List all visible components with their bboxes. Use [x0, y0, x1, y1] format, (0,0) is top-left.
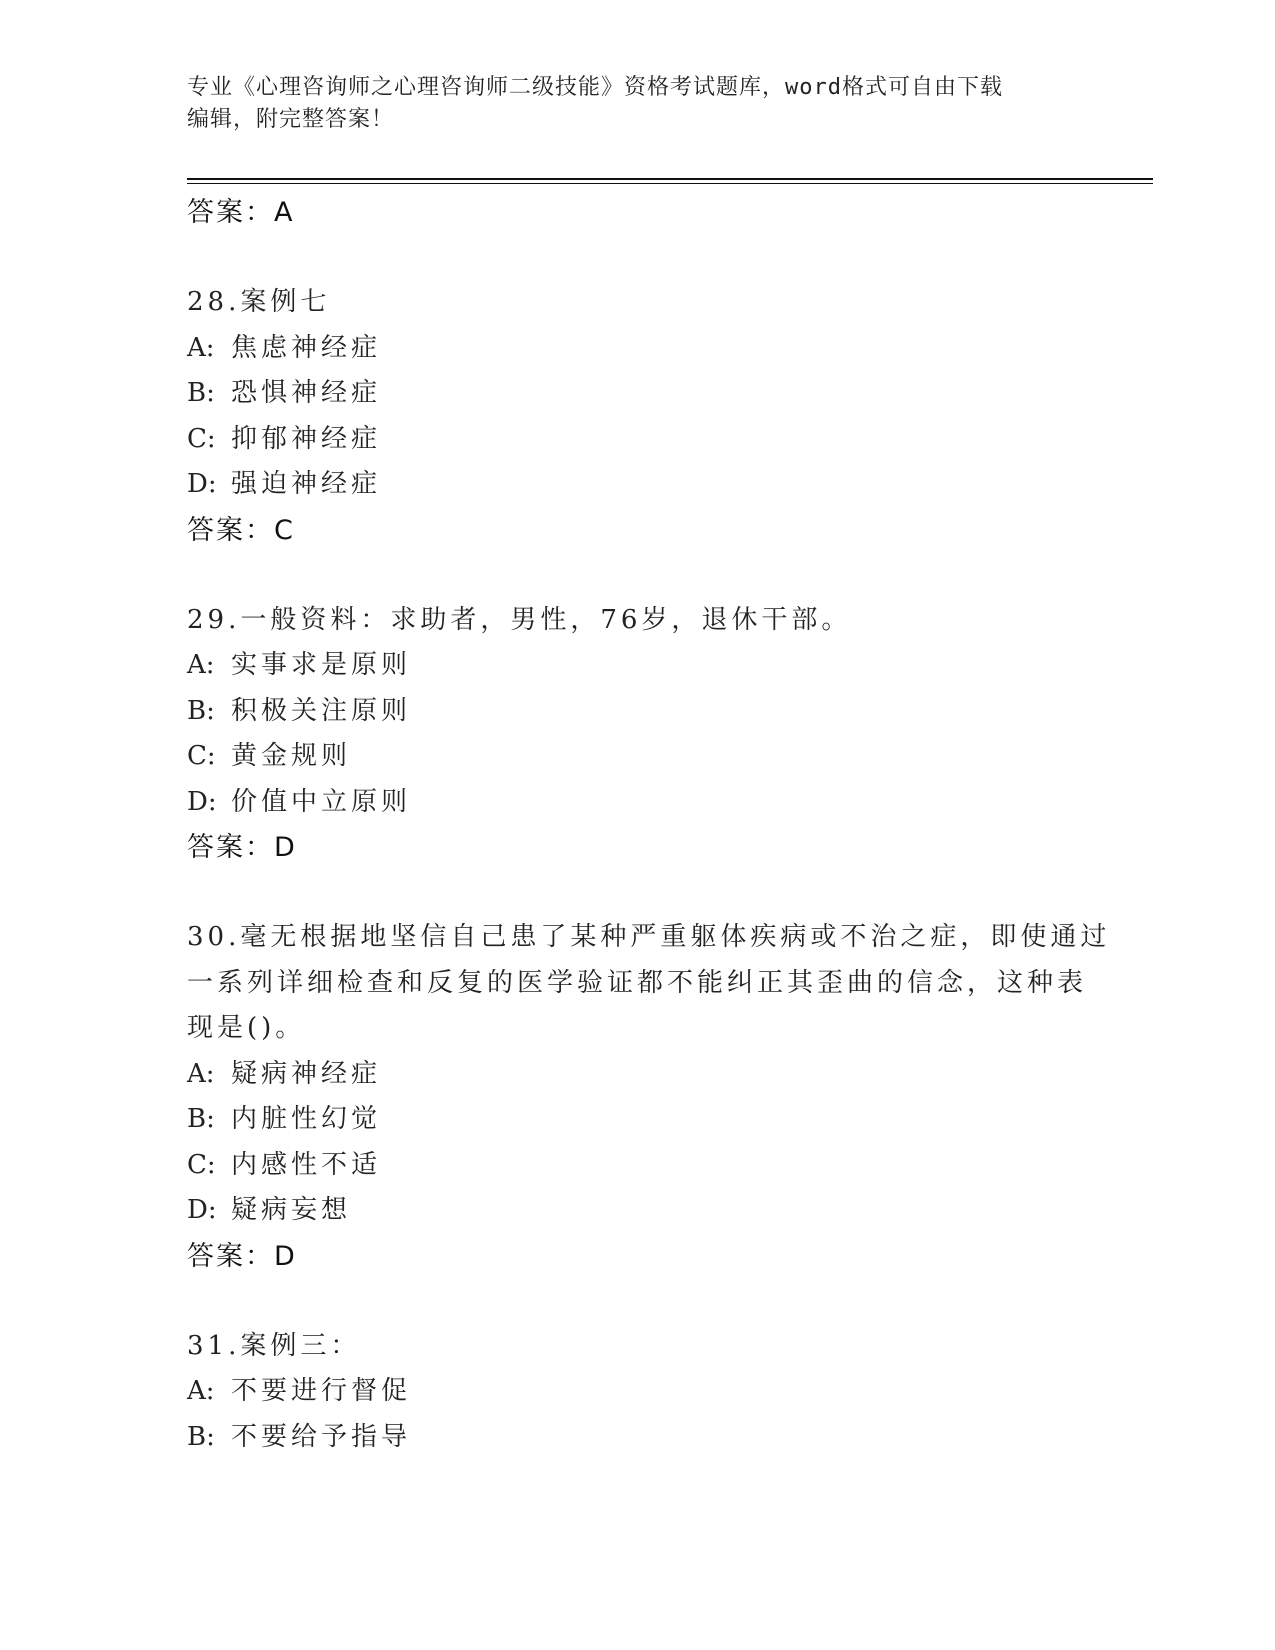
option-text: 疑病神经症 — [231, 1058, 382, 1089]
option-c — [187, 734, 1087, 780]
header-rule-thin — [187, 183, 1153, 184]
option-letter: B: — [187, 695, 215, 726]
option-a — [187, 326, 1087, 372]
spacer — [187, 553, 1087, 598]
question-item — [187, 598, 1087, 871]
option-letter: A: — [187, 1376, 215, 1406]
option-letter: D: — [187, 1195, 217, 1225]
option-text: 积极关注原则 — [231, 695, 412, 726]
option-a — [187, 1369, 1087, 1415]
option-letter: C: — [187, 741, 216, 771]
option-text: 内脏性幻觉 — [231, 1104, 382, 1134]
option-b — [187, 371, 1087, 417]
question-text: 一系列详细检查和反复的医学验证都不能纠正其歪曲的信念，这种表 — [187, 967, 1088, 998]
option-a — [187, 1052, 1087, 1098]
option-letter: D: — [187, 469, 217, 499]
question-text: 31.案例三： — [187, 1330, 361, 1361]
option-text: 恐惧神经症 — [231, 378, 382, 408]
question-item — [187, 915, 1111, 1279]
option-letter: B: — [187, 1104, 215, 1134]
header-line-2: 编辑，附完整答案！ — [187, 107, 395, 132]
answer-line: 答案：D — [187, 1240, 297, 1272]
option-d — [187, 1188, 1087, 1234]
answer-line: 答案：C — [187, 514, 295, 546]
spacer — [187, 1279, 1087, 1324]
question-item — [187, 280, 1087, 553]
option-letter: A: — [187, 1058, 215, 1089]
answer-line: 答案：A — [187, 197, 295, 228]
option-letter: C: — [187, 1149, 216, 1180]
option-text: 价值中立原则 — [231, 786, 412, 817]
header-line-1: 专业《心理咨询师之心理咨询师二级技能》资格考试题库，word格式可自由下载 — [187, 75, 1003, 100]
option-text: 焦虑神经症 — [231, 332, 382, 363]
question-text: 现是()。 — [187, 1013, 306, 1043]
option-c — [187, 417, 1087, 463]
option-letter: A: — [187, 650, 215, 680]
option-a — [187, 643, 1087, 689]
option-text: 不要进行督促 — [231, 1376, 412, 1406]
option-c — [187, 1143, 1087, 1189]
option-d — [187, 780, 1087, 826]
spacer — [187, 235, 1087, 280]
question-text: 28.案例七 — [187, 287, 331, 317]
option-d — [187, 462, 1087, 508]
header-rule-thick — [187, 178, 1153, 180]
option-text: 强迫神经症 — [231, 469, 382, 499]
option-text: 黄金规则 — [231, 741, 352, 771]
option-b — [187, 1097, 1087, 1143]
option-text: 内感性不适 — [231, 1149, 382, 1180]
option-text: 疑病妄想 — [231, 1195, 352, 1225]
option-text: 不要给予指导 — [231, 1421, 412, 1452]
option-letter: B: — [187, 378, 215, 408]
answer-line: 答案：D — [187, 832, 297, 863]
question-text: 30.毫无根据地坚信自己患了某种严重躯体疾病或不治之症，即使通过 — [187, 922, 1111, 952]
option-b — [187, 1415, 1087, 1461]
option-letter: B: — [187, 1421, 215, 1452]
question-text: 29.一般资料：求助者，男性，76岁，退休干部。 — [187, 604, 852, 635]
question-item — [187, 1324, 1087, 1461]
option-text: 实事求是原则 — [231, 650, 412, 680]
option-text: 抑郁神经症 — [231, 423, 382, 454]
option-letter: D: — [187, 786, 217, 817]
spacer — [187, 870, 1087, 915]
option-letter: A: — [187, 332, 215, 363]
question-list — [187, 190, 1111, 1460]
document-header — [187, 72, 1087, 136]
option-b — [187, 689, 1087, 735]
option-letter: C: — [187, 423, 216, 454]
